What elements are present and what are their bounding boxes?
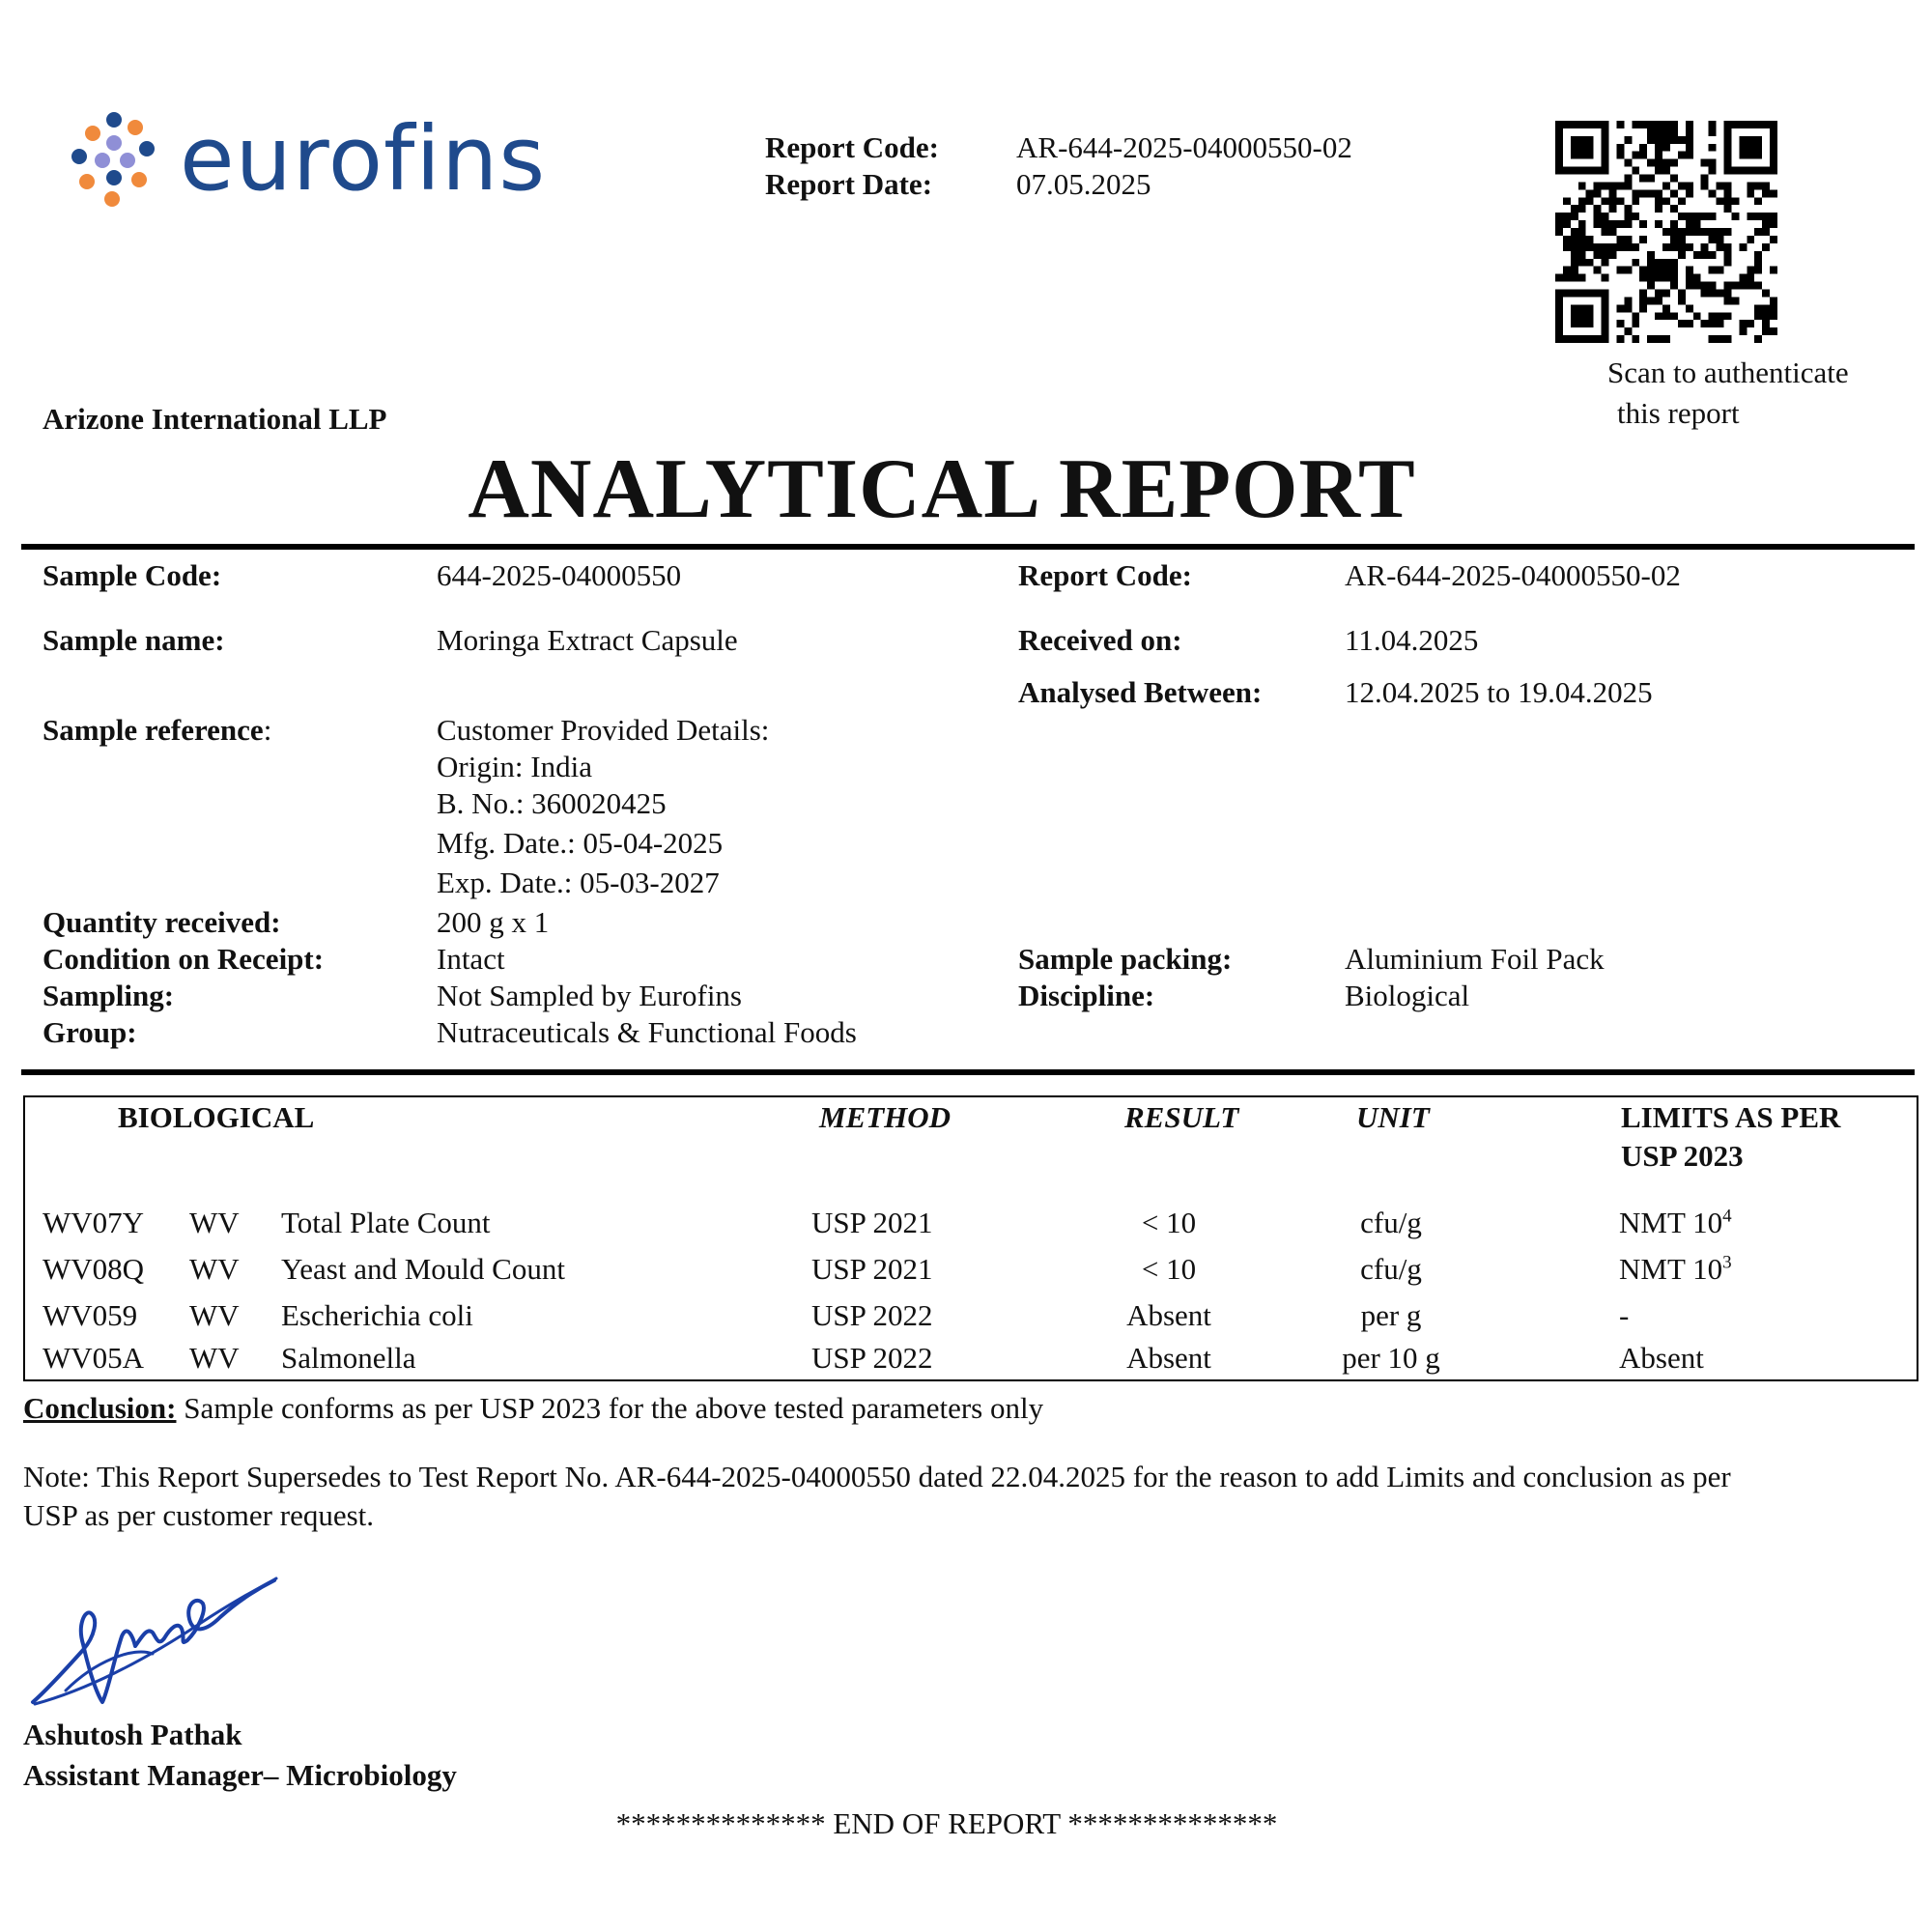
reference-line-4: Mfg. Date.: 05-04-2025 — [437, 826, 724, 860]
signatory-name: Ashutosh Pathak — [23, 1718, 242, 1751]
row1-method: USP 2021 — [811, 1206, 933, 1239]
row4-limit: Absent — [1619, 1341, 1704, 1375]
row3-unit: per g — [1360, 1298, 1422, 1332]
row2-method: USP 2021 — [811, 1252, 933, 1286]
row2-limit: NMT 10 — [1619, 1252, 1723, 1286]
logo-text: eurofins — [180, 107, 547, 211]
discipline-label: Discipline: — [1018, 979, 1155, 1012]
row1-lab: WV — [189, 1206, 240, 1239]
row2-lab: WV — [189, 1252, 240, 1286]
row4-lab: WV — [189, 1341, 240, 1375]
row4-method: USP 2022 — [811, 1341, 933, 1375]
row1-limit-exp: 4 — [1722, 1206, 1732, 1227]
row1-limit: NMT 10 — [1619, 1206, 1723, 1239]
col-header-section: BIOLOGICAL — [118, 1100, 315, 1134]
header-report-code: AR-644-2025-04000550-02 — [1016, 130, 1352, 164]
reference-line-2: Origin: India — [437, 750, 592, 783]
row3-code: WV059 — [43, 1298, 138, 1332]
col-header-limits-1: LIMITS AS PER — [1621, 1100, 1841, 1134]
sample-code-label: Sample Code: — [43, 558, 222, 592]
header-report-date-label: Report Date: — [765, 167, 933, 201]
row4-unit: per 10 g — [1342, 1341, 1440, 1375]
analysed-dates: 12.04.2025 to 19.04.2025 — [1345, 675, 1653, 709]
row3-lab: WV — [189, 1298, 240, 1332]
qr-caption-line1: Scan to authenticate — [1607, 355, 1849, 389]
analysed-label: Analysed Between: — [1018, 675, 1263, 709]
header-report-code-label: Report Code: — [765, 130, 939, 164]
row3-method: USP 2022 — [811, 1298, 933, 1332]
page-title: ANALYTICAL REPORT — [468, 442, 1416, 536]
row2-unit: cfu/g — [1360, 1252, 1422, 1286]
note-line1: Note: This Report Supersedes to Test Report No. AR-644-2025-04000550 dated 22.04.2025 for the reason to add Limits and conclusion as per — [23, 1460, 1731, 1493]
reference-line-1: Customer Provided Details: — [437, 713, 770, 747]
quantity-label: Quantity received: — [43, 905, 281, 939]
received-label: Received on: — [1018, 623, 1182, 657]
customer-name: Arizone International LLP — [43, 402, 387, 436]
row3-result: Absent — [1126, 1298, 1211, 1332]
sample-reference-colon: : — [263, 713, 272, 747]
bottom-divider — [21, 1069, 1915, 1075]
reference-line-3: B. No.: 360020425 — [437, 786, 667, 820]
sample-name: Moringa Extract Capsule — [437, 623, 738, 657]
sample-name-label: Sample name: — [43, 623, 225, 657]
row2-code: WV08Q — [43, 1252, 145, 1286]
details-report-code-label: Report Code: — [1018, 558, 1192, 592]
packing-label: Sample packing: — [1018, 942, 1233, 976]
signatory-role: Assistant Manager– Microbiology — [23, 1758, 457, 1792]
qr-code-icon[interactable] — [1555, 121, 1777, 343]
row1-limit-wrap — [1619, 1206, 1732, 1240]
conclusion — [23, 1391, 1043, 1426]
row2-result: < 10 — [1141, 1252, 1197, 1286]
sample-reference-label-wrap — [43, 713, 271, 748]
sample-code: 644-2025-04000550 — [437, 558, 682, 592]
row2-test: Yeast and Mould Count — [281, 1252, 565, 1286]
details-report-code: AR-644-2025-04000550-02 — [1345, 558, 1681, 592]
reference-line-5: Exp. Date.: 05-03-2027 — [437, 866, 720, 899]
condition-label: Condition on Receipt: — [43, 942, 325, 976]
row1-unit: cfu/g — [1360, 1206, 1422, 1239]
sampling-label: Sampling: — [43, 979, 175, 1012]
col-header-result: RESULT — [1124, 1100, 1239, 1134]
note-line2: USP as per customer request. — [23, 1498, 375, 1532]
end-of-report: ************** END OF REPORT ************** — [615, 1806, 1278, 1840]
row4-test: Salmonella — [281, 1341, 416, 1375]
row3-test: Escherichia coli — [281, 1298, 473, 1332]
row1-result: < 10 — [1141, 1206, 1197, 1239]
quantity: 200 g x 1 — [437, 905, 550, 939]
col-header-method: METHOD — [819, 1100, 952, 1134]
group-label: Group: — [43, 1015, 137, 1049]
row3-limit: - — [1619, 1298, 1630, 1332]
row4-code: WV05A — [43, 1341, 145, 1375]
sample-reference-label: Sample reference — [43, 713, 264, 747]
conclusion-text: Sample conforms as per USP 2023 for the above tested parameters only — [176, 1391, 1044, 1425]
row4-result: Absent — [1126, 1341, 1211, 1375]
condition: Intact — [437, 942, 505, 976]
col-header-unit: UNIT — [1356, 1100, 1430, 1134]
conclusion-label: Conclusion: — [23, 1391, 177, 1425]
qr-caption-line2: this report — [1617, 396, 1740, 430]
top-divider — [21, 544, 1915, 550]
row1-code: WV07Y — [43, 1206, 145, 1239]
row1-test: Total Plate Count — [281, 1206, 491, 1239]
discipline: Biological — [1345, 979, 1470, 1012]
eurofins-logo — [66, 106, 549, 213]
col-header-limits-2: USP 2023 — [1621, 1139, 1744, 1173]
received-date: 11.04.2025 — [1345, 623, 1479, 657]
packing: Aluminium Foil Pack — [1345, 942, 1605, 976]
row2-limit-exp: 3 — [1722, 1252, 1732, 1273]
logo-dots-icon — [66, 110, 162, 207]
group: Nutraceuticals & Functional Foods — [437, 1015, 857, 1049]
sampling: Not Sampled by Eurofins — [437, 979, 742, 1012]
row2-limit-wrap — [1619, 1252, 1732, 1287]
signature-icon — [27, 1546, 278, 1710]
header-report-date: 07.05.2025 — [1016, 167, 1151, 201]
